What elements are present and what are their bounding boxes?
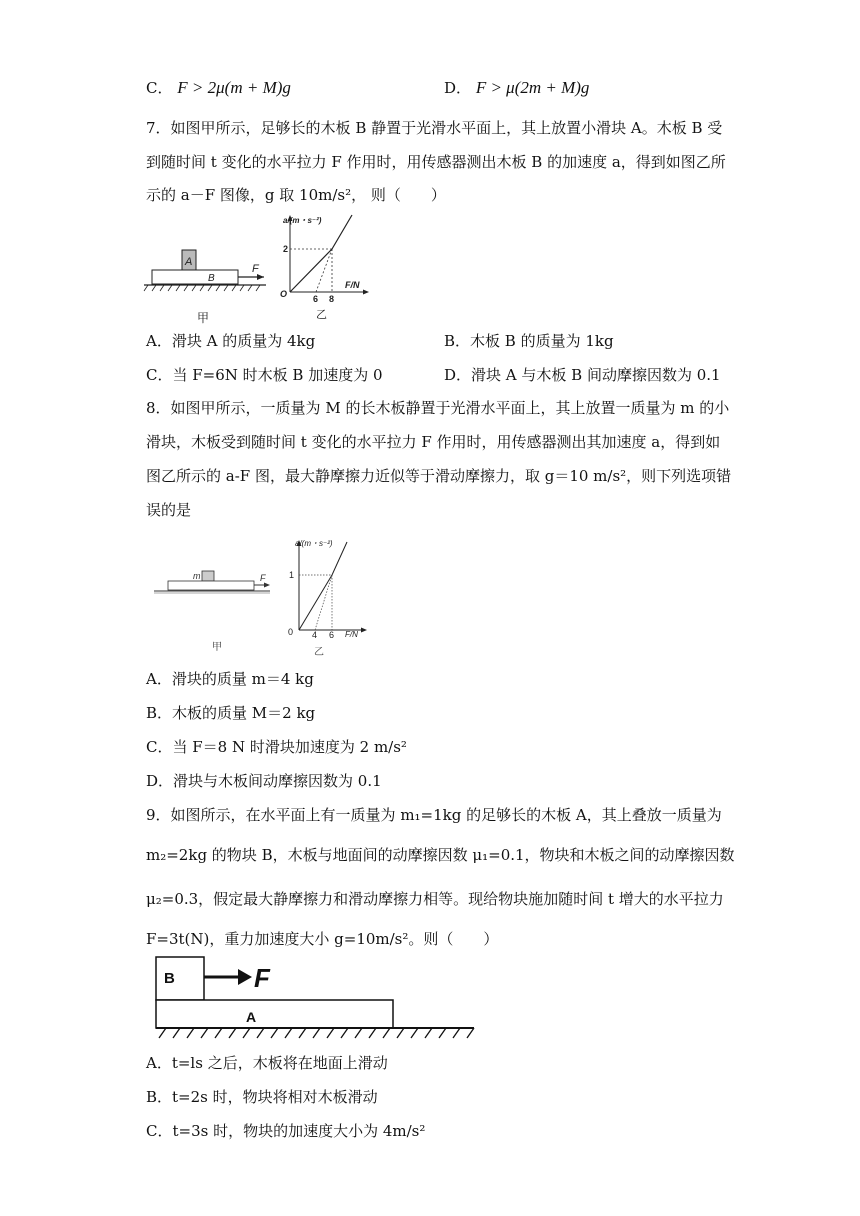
q8-force-arrow [264, 583, 270, 588]
q7-figure-yi [275, 210, 375, 322]
q7-option-c: C．当 F=6N 时木板 B 加速度为 0 [146, 366, 383, 384]
q6-option-c [146, 78, 291, 98]
q7-option-b: B．木板 B 的质量为 1kg [444, 332, 614, 350]
q8-yi-xlabel: F/N [345, 630, 358, 639]
q8-yi-ytick: 1 [289, 570, 295, 580]
q8-figure-jia [150, 560, 275, 658]
q8-yi-origin: 0 [288, 627, 294, 637]
q7-yi-line-2 [332, 215, 352, 249]
q7-yi-origin: O [280, 289, 288, 299]
q8-option-d: D．滑块与木板间动摩擦因数为 0.1 [146, 772, 382, 790]
q8-block-m-label: m [193, 571, 201, 581]
q8-option-b: B．木板的质量 M＝2 kg [146, 704, 316, 722]
q7-jia-caption: 甲 [197, 311, 210, 325]
q7-stem-line-3: 示的 a－F 图像，g 取 10m/s²， 则（ ） [146, 186, 446, 204]
q7-yi-caption: 乙 [316, 309, 327, 321]
q9-stem-line-1: 9．如图所示，在水平面上有一质量为 m₁=1kg 的足够长的木板 A，其上叠放一质量为 [146, 806, 722, 824]
q8-option-a: A．滑块的质量 m＝4 kg [146, 670, 314, 688]
q7-board-b [152, 270, 238, 284]
q8-figure-yi [285, 534, 375, 658]
q8-stem-line-3: 图乙所示的 a-F 图，最大静摩擦力近似等于滑动摩擦力，取 g＝10 m/s²，则下列选项错 [146, 467, 732, 485]
q9-board-a-label: A [246, 1009, 257, 1025]
q8-yi-caption: 乙 [314, 647, 324, 658]
q8-block-m [202, 571, 214, 581]
q6-option-c-expr: F > 2μ(m + M)g [177, 78, 291, 97]
q9-option-c: C．t=3s 时，物块的加速度大小为 4m/s² [146, 1122, 426, 1140]
q7-yi-xtick-6: 6 [313, 294, 319, 304]
q9-stem-line-2: m₂=2kg 的物块 B，木板与地面间的动摩擦因数 μ₁=0.1，物块和木板之间的动摩擦因数 [146, 846, 735, 864]
q9-ground-hatch [159, 1028, 474, 1038]
q7-yi-xlabel: F/N [345, 280, 360, 290]
q7-stem-line-2: 到随时间 t 变化的水平拉力 F 作用时，用传感器测出木板 B 的加速度 a，得到如图乙所 [146, 153, 726, 171]
q7-option-a: A．滑块 A 的质量为 4kg [146, 332, 316, 350]
q6-option-d-label: D． [444, 79, 472, 97]
q7-stem-line-1: 7．如图甲所示，足够长的木板 B 静置于光滑水平面上，其上放置小滑块 A。木板 B 受 [146, 119, 723, 137]
q7-yi-line-1 [290, 249, 332, 292]
q9-block-b-label: B [164, 970, 175, 987]
q8-option-c: C．当 F＝8 N 时滑块加速度为 2 m/s² [146, 738, 407, 756]
q8-jia-caption: 甲 [212, 642, 222, 653]
q7-yi-ylabel: a/(m・s⁻²) [283, 216, 322, 225]
q9-option-a: A．t=ls 之后，木板将在地面上滑动 [146, 1054, 388, 1072]
q8-yi-xtick-6: 6 [329, 630, 335, 640]
q8-stem-line-1: 8．如图甲所示，一质量为 M 的长木板静置于光滑水平面上，其上放置一质量为 m 的小 [146, 399, 730, 417]
q9-option-b: B．t=2s 时，物块将相对木板滑动 [146, 1088, 378, 1106]
q7-option-d: D．滑块 A 与木板 B 间动摩擦因数为 0.1 [444, 366, 721, 384]
q7-force-label: F [252, 263, 259, 275]
q8-yi-line-2 [332, 542, 347, 575]
q7-yi-xtick-8: 8 [329, 294, 335, 304]
q7-block-a-label: A [185, 256, 193, 268]
q7-ground-hatch [144, 285, 260, 291]
q9-board-a [156, 1000, 393, 1028]
q9-force-arrow [238, 969, 252, 985]
q7-board-b-label: B [208, 273, 215, 284]
q9-force-label: F [254, 963, 270, 993]
q7-yi-ytick: 2 [283, 244, 289, 254]
q8-stem-line-4: 误的是 [146, 501, 192, 519]
q9-stem-line-4: F=3t(N)，重力加速度大小 g=10m/s²。则（ ） [146, 930, 499, 948]
q6-option-d [444, 78, 589, 98]
q9-stem-line-3: μ₂=0.3，假定最大静摩擦力和滑动摩擦力相等。现给物块施加随时间 t 增大的水平拉力 [146, 890, 724, 908]
q8-yi-ylabel: a/(m・s⁻²) [295, 539, 333, 548]
q6-option-c-label: C． [146, 79, 173, 97]
q7-figure-jia [140, 240, 270, 326]
q8-board [168, 581, 254, 590]
q8-force-label: F [260, 573, 266, 583]
q8-stem-line-2: 滑块，木板受到随时间 t 变化的水平拉力 F 作用时，用传感器测出其加速度 a，得到如 [146, 433, 721, 451]
q8-yi-xtick-4: 4 [312, 630, 318, 640]
q9-figure [140, 950, 480, 1045]
q6-option-d-expr: F > μ(2m + M)g [475, 78, 590, 97]
q8-yi-line-1 [299, 575, 332, 630]
